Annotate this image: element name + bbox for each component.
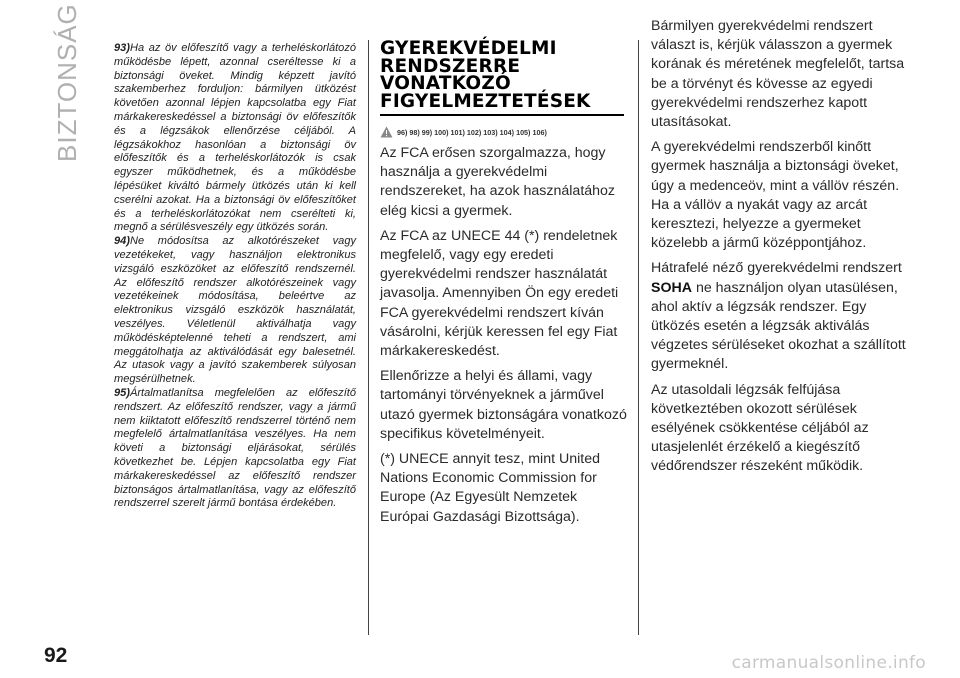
warning-references <box>380 126 628 138</box>
column-divider <box>368 40 369 635</box>
footnote: (*) UNECE annyit tesz, mint United Nations Economic Commission for Europe (Az Egyesült Nemzetek Európai Gazdasági Bizottsága). <box>380 451 600 525</box>
body-text <box>651 17 906 477</box>
warning-94 <box>114 235 356 387</box>
warning-triangle-icon <box>380 126 393 138</box>
warning-text: Ne módosítsa az alkotórészeket vagy vezetékeket, vagy használjon elektronikus vizsgáló eszközöket az előfeszítő rendszernél. Az előfeszítő rendszer alkotórészeinek vagy vezetékeinek módosítása, beleértve az elektronikus vizsgáló eszközök használatát, veszélyes. Véletlenül aktiválhatja vagy működésképtelenné teheti a rendszert, ami meggátolhatja az aktiválódását egy balesetnél. Az utasok vagy a javító szakemberek súlyosan megsérülhetnek. <box>114 235 356 386</box>
paragraph-lead: Hátrafelé néző gyerekvédelmi rendszert <box>651 260 902 277</box>
reference-numbers: 96) 98) 99) 100) 101) 102) 103) 104) 105) 106) <box>397 127 547 137</box>
watermark: carmanualsonline.info <box>731 653 926 673</box>
section-heading: GYEREKVÉDELMI RENDSZERRE VONATKOZÓ FIGYELMEZTETÉSEK <box>380 40 624 116</box>
paragraph: Ellenőrizze a helyi és állami, vagy tartományi törvényeknek a járművel utazó gyermek biztonságára vonatkozó specifikus követelményeit. <box>380 368 627 442</box>
warning-number: 94) <box>114 235 130 248</box>
emphasis-never: SOHA <box>651 279 692 296</box>
guidance-column <box>651 17 906 483</box>
warning-95 <box>114 387 356 511</box>
warning-text: Ártalmatlanítsa megfelelően az előfeszítő rendszert. Az előfeszítő rendszer, vagy a jármű nem kiiktatott előfeszítő rendszerrel történő nem megfelelő ártalmatlanítása veszélyes. Ha nem követi a biztonsági eljárásokat, sérülés következhet be. Lépjen kapcsolatba egy Fiat márkakereskedéssel az előfeszítő rendszer biztonságos ártalmatlanítása, vagy az előfeszítő rendszerrel szerelt jármű bontása érdekében. <box>114 386 356 510</box>
paragraph-rest: ne használjon olyan utasülésen, ahol aktív a légzsák rendszer. Egy ütközés esetén a légzsák aktiválás végzetes sérüléseket okozhat a szállított gyermeknél. <box>651 279 906 373</box>
warnings-column <box>114 42 356 511</box>
paragraph: Az utasoldali légzsák felfújása következtében okozott sérülések esélyének csökkentése céljából az utasjelenlét érzékelő a kiegészítő védőrendszer részeként működik. <box>651 381 869 475</box>
warning-number: 93) <box>114 42 130 54</box>
warning-text: Ha az öv előfeszítő vagy a terheléskorlátozó működésbe lépett, azonnal cseréltesse ki a biztonsági öveket. Mindig képzett javító szakemberhez forduljon: bármilyen ütközést követően azonnal lépjen kapcsolatba egy Fiat márkakereskedéssel a biztonsági öv előfeszítők és a légzsákok ellenőrzése céljából. A légzsákokhoz hasonlóan a biztonsági öv előfeszítők és a terheléskorlátozók is csak egyszer működhetnek, és a működésbe lépésüket kiváltó bármely ütközés után ki kell cserélni azokat. Ha a biztonsági öv előfeszítőket és a terheléskorlátozókat nem cserélteti ki, megnő a sérülésveszély egy ütközés során. <box>114 42 356 234</box>
warning-number: 95) <box>114 386 130 399</box>
warning-93 <box>114 42 356 235</box>
child-restraint-column <box>380 40 628 533</box>
page-number: 92 <box>44 644 68 667</box>
body-text <box>380 144 628 527</box>
paragraph: Az FCA az UNECE 44 (*) rendeletnek megfelelő, vagy egy eredeti gyerekvédelmi rendszer használatát javasolja. Amennyiben Ön egy eredeti FCA gyerekvédelmi rendszert kíván vásárolni, kérjük keressen fel egy Fiat márkakereskedést. <box>380 227 619 360</box>
section-tab: BIZTONSÁG <box>52 3 82 162</box>
paragraph: A gyerekvédelmi rendszerből kinőtt gyermek használja a biztonsági öveket, úgy a medenceöv, mint a vállöv részén. Ha a vállöv a nyakát vagy az arcát keresztezi, helyezze a gyermeket közelebb a jármű középpontjához. <box>651 139 900 252</box>
paragraph-rear-facing <box>651 259 906 374</box>
column-divider <box>638 40 639 635</box>
paragraph: Az FCA erősen szorgalmazza, hogy használja a gyerekvédelmi rendszereket, ha azok használatához elég kicsi a gyermek. <box>380 145 616 219</box>
paragraph: Bármilyen gyerekvédelmi rendszert választ is, kérjük válasszon a gyermek korának és méretének megfelelőt, tartsa be a törvényt és kövesse az egyedi gyerekvédelmi rendszerhez kapott utasításokat. <box>651 18 905 131</box>
